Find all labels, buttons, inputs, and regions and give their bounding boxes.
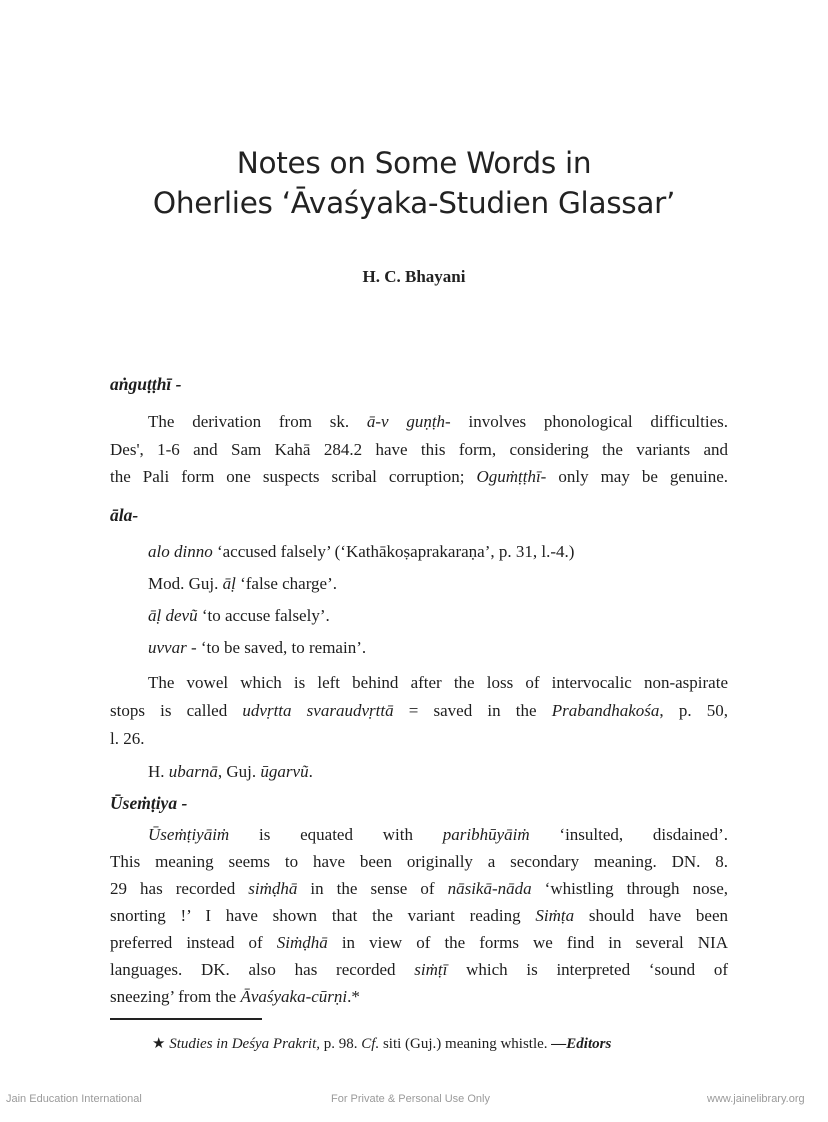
- paragraph-line: preferred instead of Siṁḍhā in view of the forms we find in several NIA: [110, 933, 728, 952]
- paragraph-line: stops is called udvṛtta svaraudvṛttā = saved in the Prabandhakośa, p. 50,: [110, 701, 728, 720]
- paragraph-line: l. 26.: [110, 729, 145, 748]
- example-line: uvvar - ‘to be saved, to remain’.: [148, 638, 367, 657]
- paragraph-line: languages. DK. also has recorded siṁṭī which is interpreted ‘sound of: [110, 960, 728, 979]
- footnote: ★ Studies in Deśya Prakrit, p. 98. Cf. siti (Guj.) meaning whistle. —Editors: [152, 1036, 612, 1052]
- headword-anguththi: aṅguṭṭhī -: [110, 374, 182, 394]
- watermark-center: For Private & Personal Use Only: [331, 1093, 490, 1105]
- headword-usemtiya: Ūseṁṭiya -: [110, 793, 188, 813]
- example-line: āḷ devũ ‘to accuse falsely’.: [148, 606, 330, 625]
- watermark-link[interactable]: www.jainelibrary.org: [707, 1093, 805, 1105]
- paragraph-line: Ūseṁṭiyāiṁ is equated with paribhūyāiṁ ‘insulted, disdained’.: [148, 825, 728, 844]
- example-line: alo dinno ‘accused falsely’ (‘Kathākoṣaprakaraṇa’, p. 31, l.-4.): [148, 542, 575, 561]
- paragraph-line: The derivation from sk. ā-v guṇṭh- involves phonological difficulties.: [148, 412, 729, 431]
- example-line: H. ubarnā, Guj. ūgarvũ.: [148, 762, 313, 781]
- footnote-rule: [110, 1018, 262, 1020]
- title-line-1: Notes on Some Words in: [236, 146, 592, 180]
- paragraph-line: the Pali form one suspects scribal corruption; Oguṁṭṭhī- only may be genuine.: [110, 467, 728, 486]
- paragraph-line: snorting !’ I have shown that the variant reading Siṁṭa should have been: [110, 906, 728, 925]
- paragraph-line: 29 has recorded siṁḍhā in the sense of nāsikā-nāda ‘whistling through nose,: [110, 879, 728, 898]
- example-line: Mod. Guj. āḷ ‘false charge’.: [148, 574, 338, 593]
- author: H. C. Bhayani: [362, 267, 466, 286]
- paragraph-line: Des', 1-6 and Sam Kahā 284.2 have this form, considering the variants and: [110, 440, 728, 459]
- star-icon: ★: [152, 1036, 166, 1052]
- paragraph-line: sneezing’ from the Āvaśyaka-cūrṇi.*: [110, 987, 360, 1006]
- watermark-left: Jain Education International: [6, 1093, 142, 1105]
- paragraph-line: The vowel which is left behind after the loss of intervocalic non-aspirate: [148, 673, 728, 692]
- title-line-2: Oherlies ‘Āvaśyaka-Studien Glassar’: [152, 186, 676, 220]
- paragraph-line: This meaning seems to have been originally a secondary meaning. DN. 8.: [110, 852, 728, 871]
- headword-ala: āla-: [110, 505, 139, 525]
